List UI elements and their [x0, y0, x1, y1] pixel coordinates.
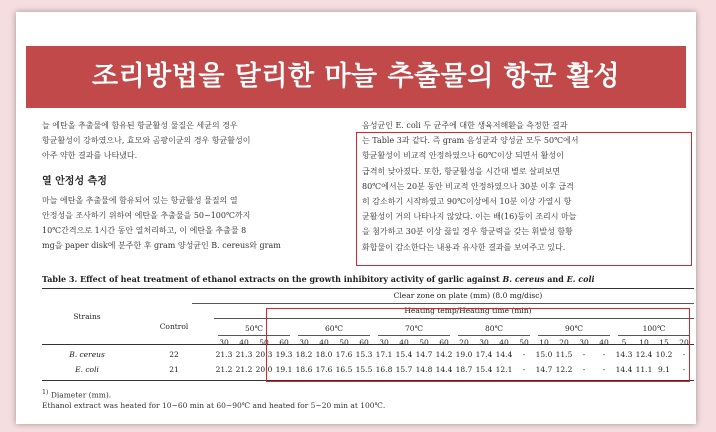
table-footnote-1: $^{1)}$ Diameter (mm).: [42, 389, 112, 400]
time-header: 30: [479, 338, 489, 347]
right-line: 을 첨가하고 30분 이상 끓일 경우 항균력을 갖는 휘발성 함황: [362, 227, 573, 237]
time-header: 40: [239, 338, 249, 347]
control-header: Control: [159, 322, 189, 331]
left-line: 아주 약한 결과를 나타냈다.: [42, 151, 138, 161]
clear-zone-header: Clear zone on plate (mm) (8.0 mg/disc): [393, 291, 543, 300]
temp-header: 100℃: [642, 324, 666, 333]
table-cell: 14.2: [435, 350, 453, 359]
control-value: 22: [169, 350, 179, 359]
time-header: 40: [599, 338, 609, 347]
table-cell: 17.1: [375, 350, 393, 359]
table-cell: 14.8: [415, 365, 433, 374]
right-line: 균활성이 거의 나타나지 않았다. 이는 배(16)등이 조리시 마늘: [362, 212, 577, 222]
table-cell: 18.7: [455, 365, 473, 374]
table-cell: 10.2: [655, 350, 673, 359]
strain-name: E. coli: [75, 365, 99, 374]
strains-header: Strains: [73, 312, 101, 321]
time-header: 10: [539, 338, 549, 347]
table-cell: 14.4: [435, 365, 453, 374]
table-cell: 20.3: [255, 350, 273, 359]
time-header: 40: [319, 338, 329, 347]
table-cell: 11.5: [555, 350, 573, 359]
table-cell: 12.2: [555, 365, 573, 374]
table-cell: 15.0: [535, 350, 553, 359]
temp-header: 80℃: [485, 324, 503, 333]
time-header: 30: [219, 338, 229, 347]
left-line: mg을 paper disk에 분주한 후 gram 양성균인 B. cereus와 gram: [42, 241, 281, 251]
table-cell: -: [582, 350, 586, 359]
table-cell: 15.5: [355, 365, 373, 374]
table-cell: 17.4: [475, 350, 493, 359]
left-line: 늘 에탄올 추출물에 함유된 항균활성 물질은 세균의 경우: [42, 121, 238, 130]
table-cell: 15.4: [475, 365, 493, 374]
clear-zone-underline: [192, 303, 694, 304]
time-header: 50: [259, 338, 269, 347]
table-cell: 14.3: [615, 350, 633, 359]
left-line: 항균활성이 강하였으나, 효모와 곰팡이균의 경우 항균활성이: [42, 136, 251, 146]
time-header: 10: [639, 338, 649, 347]
text-highlight-box: [356, 132, 692, 266]
table-caption: Table 3. Effect of heat treatment of ethanol extracts on the growth inhibitory activity of garlic against B. cereus and E. coli: [42, 274, 595, 284]
time-header: 60: [279, 338, 289, 347]
time-header: 20: [559, 338, 569, 347]
right-line: 는 Table 3과 같다. 즉 gram 음성균과 양성균 모두 50℃에서: [362, 136, 579, 146]
left-line: 마늘 에탄올 추출물에 함유되어 있는 항균활성 물질의 열: [42, 195, 238, 205]
table-cell: 16.5: [335, 365, 353, 374]
right-line: 히 감소하기 시작하였고 90℃이상에서 10분 이상 가열시 항: [362, 197, 572, 207]
table-cell: 11.1: [635, 365, 653, 374]
document-slide: [16, 12, 696, 424]
time-header: 60: [359, 338, 369, 347]
table-cell: 15.3: [355, 350, 373, 359]
table-cell: 19.3: [275, 350, 293, 359]
table-cell: -: [522, 365, 526, 374]
table-cell: -: [582, 365, 586, 374]
right-line: 화합물이 감소한다는 내용과 유사한 결과를 보여주고 있다.: [362, 242, 566, 252]
temp-header: 70℃: [405, 324, 423, 333]
time-header: 30: [379, 338, 389, 347]
table-rule-top: [42, 288, 694, 289]
control-value: 21: [169, 365, 179, 374]
table-cell: 21.2: [215, 365, 233, 374]
table-cell: 14.7: [535, 365, 553, 374]
time-header: 50: [519, 338, 529, 347]
right-line: 80℃에서는 20분 동안 비교적 안정하였으나 30분 이후 급격: [362, 181, 574, 191]
table-cell: 9.1: [658, 365, 670, 374]
table-cell: -: [602, 350, 606, 359]
table-cell: 15.7: [395, 365, 413, 374]
table-highlight-box: [266, 308, 690, 382]
time-header: 5: [621, 338, 627, 347]
left-line: 안정성을 조사하기 위하여 에탄올 추출물을 50~100℃까지: [42, 211, 251, 221]
table-cell: 21.3: [215, 350, 233, 359]
time-header: 40: [499, 338, 509, 347]
section-heading: 열 안정성 측정: [42, 175, 107, 187]
table-cell: 14.7: [415, 350, 433, 359]
table-cell: -: [522, 350, 526, 359]
time-header: 60: [439, 338, 449, 347]
table-cell: 21.2: [235, 365, 253, 374]
table-cell: 18.2: [295, 350, 313, 359]
right-line: 급격히 낮아졌다. 또한, 항균활성을 시간대 별로 살펴보면: [362, 166, 561, 176]
left-line: 10℃간격으로 1시간 동안 열처리하고, 이 에탄올 추출물 8: [42, 226, 247, 236]
table-cell: 20.0: [255, 365, 273, 374]
table-cell: 14.4: [495, 350, 513, 359]
table-cell: 12.4: [635, 350, 653, 359]
time-header: 30: [299, 338, 309, 347]
table-cell: 14.4: [615, 365, 633, 374]
table-cell: -: [682, 365, 686, 374]
table-cell: -: [682, 350, 686, 359]
strain-name: B. cereus: [69, 350, 105, 359]
time-header: 50: [339, 338, 349, 347]
table-cell: 21.3: [235, 350, 253, 359]
table-cell: 19.0: [455, 350, 473, 359]
table-cell: 12.1: [495, 365, 513, 374]
time-header: 50: [419, 338, 429, 347]
time-header: 15: [659, 338, 669, 347]
time-header: 20: [679, 338, 689, 347]
temp-header: 60℃: [325, 324, 343, 333]
table-cell: 15.4: [395, 350, 413, 359]
table-cell: 17.6: [335, 350, 353, 359]
table-cell: 16.8: [375, 365, 393, 374]
slide-title: 조리방법을 달리한 마늘 추출물의 항균 활성: [26, 46, 686, 108]
time-header: 30: [579, 338, 589, 347]
table-footnote-2: Ethanol extract was heated for 10~60 min at 60~90℃ and heated for 5~20 min at 100℃.: [42, 401, 386, 410]
table-cell: 18.0: [315, 350, 333, 359]
left-text-column: [42, 118, 372, 254]
time-header: 20: [459, 338, 469, 347]
heating-header: Heating temp/Heating time (min): [404, 306, 532, 315]
temp-header: 50℃: [245, 324, 263, 333]
table-cell: 19.1: [275, 365, 293, 374]
right-line: 음성균인 E. coli 두 균주에 대한 생육저해환을 측정한 결과: [362, 121, 568, 130]
table-cell: -: [602, 365, 606, 374]
table-cell: 18.6: [295, 365, 313, 374]
right-line: 항균활성이 비교적 안정하였으나 60℃이상 되면서 활성이: [362, 151, 564, 161]
time-header: 40: [399, 338, 409, 347]
temp-header: 90℃: [565, 324, 583, 333]
table-cell: 17.6: [315, 365, 333, 374]
